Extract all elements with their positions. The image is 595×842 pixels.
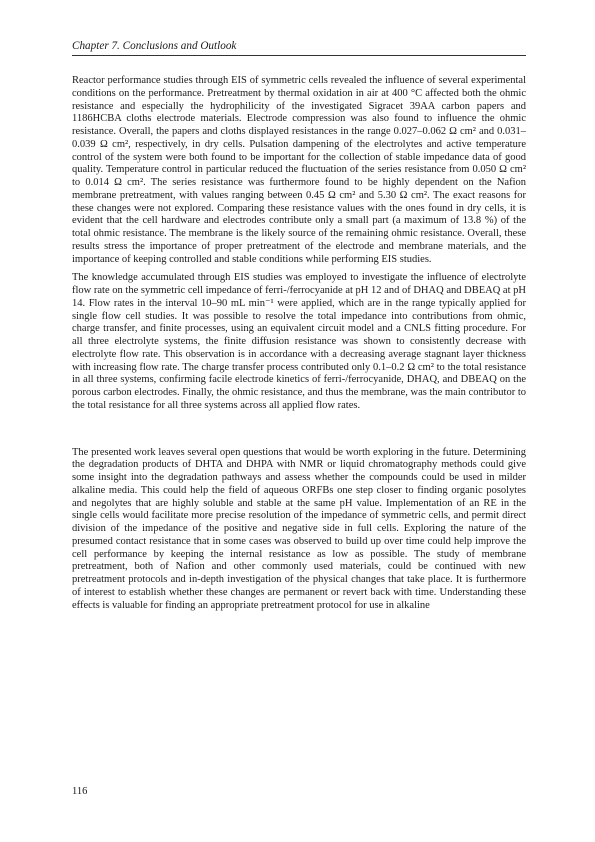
paragraph-outlook: The presented work leaves several open questions that would be worth exploring in the future. Determining the degradation products of DHTA and DHPA with NMR or liquid chromatography methods could give some insight into the degradation pathways and assess whether the compounds could be used in milder alkaline media. This could help the field of aqueous ORFBs one step closer to finding organic posolytes and negolytes that are highly soluble and stable at the same pH value. Implementation of an RE in the single cells would facilitate more precise resolution of the impedance of symmetric cells, and permit direct division of the impedance of the positive and negative side in full cells. Exploring the nature of the presumed contact resistance that in some cases was observed to build up over time could help improve the cell performance by keeping the internal resistance as low as possible. The study of membrane pretreatment, both of Nafion and other commonly used materials, could be continued with new pretreatment protocols and in-depth investigation of the physical changes that take place. It is furthermore of interest to establish whether these changes are permanent or revert back with time. Understanding these effects is valuable for finding an appropriate pretreatment protocol for use in alkaline — [72, 446, 526, 611]
chapter-title: Chapter 7. Conclusions and Outlook — [72, 40, 237, 52]
paragraph-flow-rate: The knowledge accumulated through EIS studies was employed to investigate the influence of electrolyte flow rate on the symmetric cell impedance of ferri-/ferrocyanide at pH 12 and of DHAQ and DBEAQ at pH 14. Flow rates in the interval 10–90 mL min⁻¹ were applied, which are in the range typically applied for single flow cell studies. It was possible to resolve the total impedance into contributions from ohmic, charge transfer, and finite processes, using an equivalent circuit model and a CNLS fitting procedure. For all three electrolyte systems, the finite diffusion resistance was shown to consistently decrease with electrolyte flow rate. This observation is in accordance with a decreasing average stagnant layer thickness with increasing flow rate. The charge transfer process contributed only 0.1–0.2 Ω cm² to the total resistance in all three systems, confirming facile electrode kinetics of ferri-/ferrocyanide, DHAQ, and DBEAQ on the porous carbon electrodes. Finally, the ohmic resistance, and thus the membrane, was the main contributor to the total resistance for all three systems across all applied flow rates. — [72, 272, 526, 411]
paragraph-eis-performance: Reactor performance studies through EIS of symmetric cells revealed the influence of several experimental conditions on the performance. Pretreatment by thermal oxidation in air at 400 °C affected both the ohmic resistance and especially the hydrophilicity of the investigated Sigracet 39AA carbon papers and 1186HCBA cloths electrode materials. Electrode compression was also found to influence the ohmic resistance. Overall, the papers and cloths displayed resistances in the range 0.027–0.062 Ω cm² and 0.031–0.039 Ω cm², respectively, in dry cells. Pulsation dampening of the electrolytes and active temperature control of the system were both found to be important for the collection of stable impedance data of good quality. Temperature control in particular reduced the fluctuation of the series resistance from 0.050 Ω cm² to 0.014 Ω cm². The series resistance was furthermore found to be highly dependent on the Nafion membrane pretreatment, with values ranging between 0.45 Ω cm² and 5.30 Ω cm². The exact reasons for these changes were not explored. Comparing these resistance values with the ones found in dry cells, it is evident that the cell hardware and electrodes contribute only a small part (a maximum of 13.8 %) of the total ohmic resistance. The membrane is the likely source of the remaining ohmic resistance. Overall, these results stress the importance of proper pretreatment of the electrode and membrane materials, and the importance of keeping controlled and stable conditions while performing EIS studies. — [72, 75, 526, 265]
page-number: 116 — [72, 786, 88, 797]
running-header — [72, 40, 526, 56]
body-text — [72, 75, 526, 612]
